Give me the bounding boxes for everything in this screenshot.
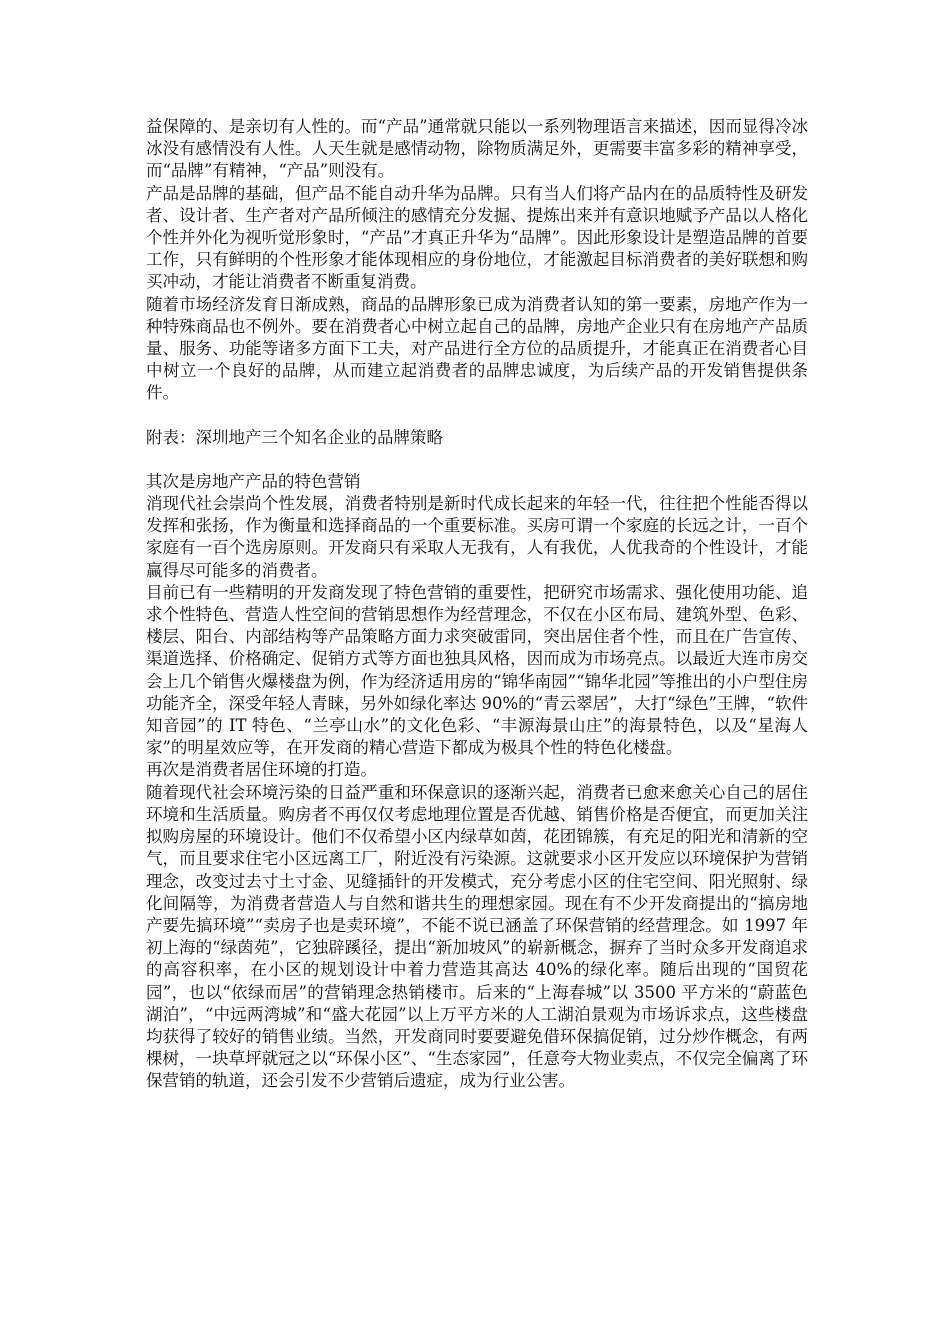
paragraph-gap <box>146 405 808 427</box>
section-heading-environment: 再次是消费者居住环境的打造。 <box>146 760 377 780</box>
paragraph-environment-marketing: 随着现代社会环境污染的日益严重和环保意识的逐渐兴起，消费者已愈来愈关心自己的居住环境和生活质量。购房者不再仅仅考虑地理位置是否优越、销售价格是否便宜，而更加关注拟购房屋的环境设计。他们不仅希望小区内绿草如茵，花团锦簇，有充足的阳光和清新的空气，而且要求住宅小区远离工厂，附近没有污染源。这就要求小区开发应以环境保护为营销理念，改变过去寸土寸金、见缝插针的开发模式，充分考虑小区的住宅空间、阳光照射、绿化间隔等，为消费者营造人与自然和谐共生的理想家园。现在有不少开发商提出的“搞房地产要先搞环境”“卖房子也是卖环境”，不能不说已涵盖了环保营销的经营理念。如 1997 年初上海的“绿茵苑”，它独辟蹊径，提出“新加坡风”的崭新概念，摒弃了当时众多开发商追求的高容积率，在小区的规划设计中着力营造其高达 40%的绿化率。随后出现的“国贸花园”，也以“依绿而居”的营销理念热销楼市。后来的“上海春城”以 3500 平方米的“蔚蓝色湖泊”，“中远两湾城”和“盛大花园”以上万平方米的人工湖泊景观为市场诉求点，这些楼盘均获得了较好的销售业绩。当然，开发商同时要要避免借环保搞促销，过分炒作概念，有两棵树，一块草坪就冠之以“环保小区”、“生态家园”，任意夸大物业卖点，不仅完全偏离了环保营销的轨道，还会引发不少营销后遗症，成为行业公害。 <box>146 782 808 1091</box>
paragraph-product-vs-brand: 产品是品牌的基础，但产品不能自动升华为品牌。只有当人们将产品内在的品质特性及研发者、设计者、生产者对产品所倾注的感情充分发掘、提炼出来并有意识地赋予产品以人格化个性并外化为视听觉形象时，“产品”才真正升华为“品牌”。因此形象设计是塑造品牌的首要工作，只有鲜明的个性形象才能体现相应的身份地位，才能激起目标消费者的美好联想和购买冲动，才能让消费者不断重复消费。 <box>146 183 808 292</box>
paragraph-market-brand-image: 随着市场经济发育日渐成熟，商品的品牌形象已成为消费者认知的第一要素，房地产作为一种特殊商品也不例外。要在消费者心中树立起自己的品牌，房地产企业只有在房地产产品质量、服务、功能等诸多方面下工夫，对产品进行全方位的品质提升，才能真正在消费者心目中树立一个良好的品牌，从而建立起消费者的品牌忠诚度，为后续产品的开发销售提供条件。 <box>146 294 808 403</box>
paragraph-feature-examples: 目前已有一些精明的开发商发现了特色营销的重要性，把研究市场需求、强化使用功能、追求个性特色、营造人性空间的营销思想作为经营理念，不仅在小区布局、建筑外型、色彩、楼层、阳台、内部结构等产品策略方面力求突破雷同，突出居住者个性，而且在广告宣传、渠道选择、价格确定、促销方式等方面也独具风格，因而成为市场亮点。以最近大连市房交会上几个销售火爆楼盘为例，作为经济适用房的“锦华南园”“锦华北园”等推出的小户型住房功能齐全，深受年轻人青睐，另外如绿化率达 90%的“青云翠居”，大打“绿色”王牌，“软件知音园”的 IT 特色、“兰亭山水”的文化色彩、“丰源海景山庄”的海景特色，以及“星海人家”的明星效应等，在开发商的精心营造下都成为极具个性的特色化楼盘。 <box>146 582 808 758</box>
appendix-title: 附表：深圳地产三个知名企业的品牌策略 <box>146 427 443 447</box>
paragraph-individuality: 消现代社会崇尚个性发展，消费者特别是新时代成长起来的年轻一代，往往把个性能否得以发挥和张扬，作为衡量和选择商品的一个重要标准。买房可谓一个家庭的长远之计，一百个家庭有一百个选房原则。开发商只有采取人无我有，人有我优，人优我奇的个性设计，才能赢得尽可能多的消费者。 <box>146 494 808 580</box>
paragraph-brand-humanity: 益保障的、是亲切有人性的。而“产品”通常就只能以一系列物理语言来描述，因而显得冷冰冰没有感情没有人性。人天生就是感情动物，除物质满足外，更需要丰富多彩的精神享受，而“品牌”有精神，“产品”则没有。 <box>146 117 808 181</box>
section-heading-feature-marketing: 其次是房地产产品的特色营销 <box>146 471 361 491</box>
document-page <box>146 116 808 1093</box>
paragraph-gap <box>146 449 808 471</box>
